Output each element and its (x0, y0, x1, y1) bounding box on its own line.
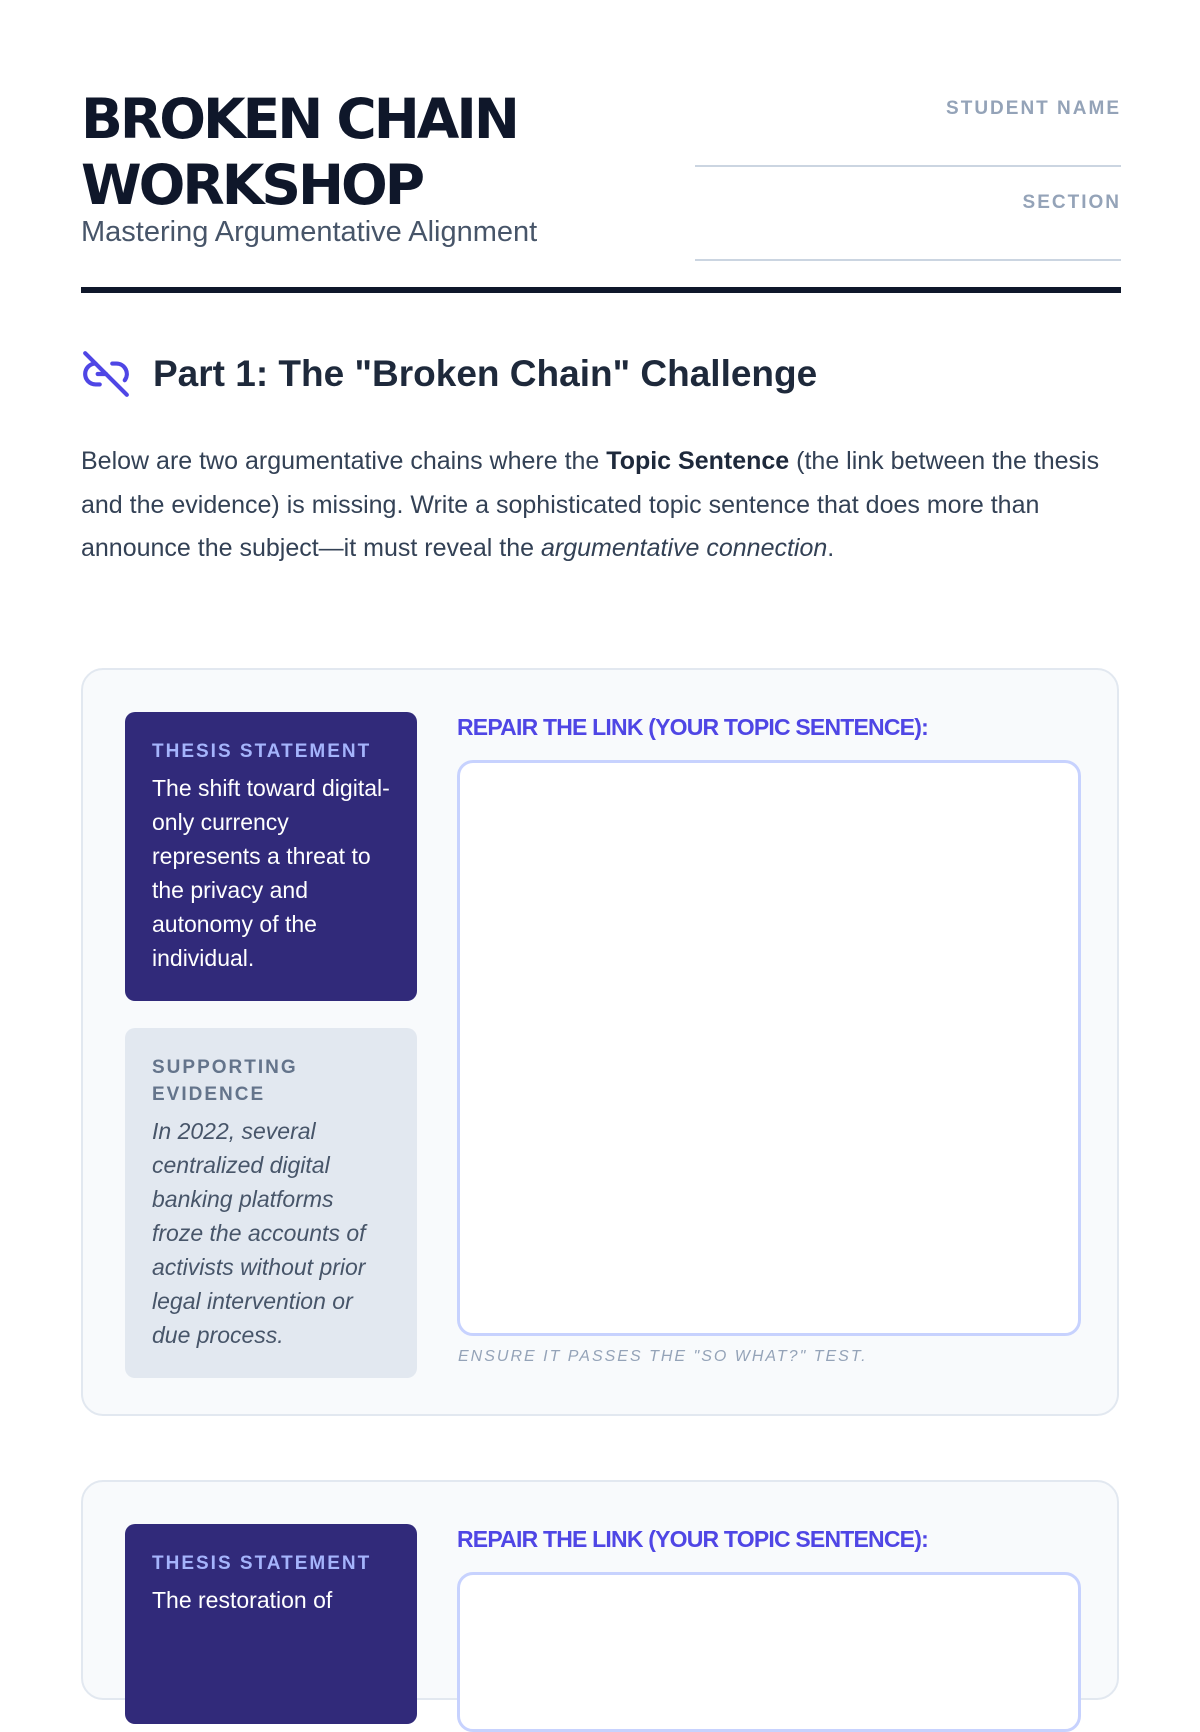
repair-link-label: REPAIR THE LINK (YOUR TOPIC SENTENCE): (457, 714, 928, 740)
thesis-text: The restoration of (152, 1587, 333, 1613)
student-name-field[interactable] (695, 80, 1121, 174)
topic-sentence-term: Topic Sentence (606, 447, 790, 475)
repair-link-label: REPAIR THE LINK (YOUR TOPIC SENTENCE): (457, 1526, 928, 1552)
student-name-line[interactable] (695, 165, 1121, 167)
thesis-label: THESIS STATEMENT (152, 741, 372, 762)
worksheet-header (81, 80, 1121, 292)
part-1-title: Part 1: The "Broken Chain" Challenge (153, 353, 818, 394)
thesis-label: THESIS STATEMENT (152, 1553, 372, 1574)
evidence-box (125, 1028, 417, 1378)
student-info-fields (695, 80, 1121, 268)
evidence-label: SUPPORTING EVIDENCE (152, 1057, 298, 1105)
thesis-box (125, 1524, 417, 1724)
section-label: SECTION (1022, 192, 1121, 213)
argumentative-connection-term: argumentative connection (541, 534, 828, 562)
evidence-text: In 2022, several centralized digital banking platforms froze the accounts of activists without prior legal intervention or due process. (152, 1118, 366, 1348)
broken-link-icon (81, 349, 131, 399)
document-subtitle: Mastering Argumentative Alignment (81, 216, 538, 248)
topic-sentence-input[interactable] (457, 760, 1081, 1336)
part-1-instructions: Below are two argumentative chains where the Topic Sentence (the link between the thesis and the evidence) is missing. Write a sophisticated topic sentence that does more than announce the subject—it must reveal the argumentative connection. (81, 447, 1100, 562)
section-line[interactable] (695, 259, 1121, 261)
thesis-text: The shift toward digital-only currency represents a threat to the privacy and autonomy of the individual. (152, 775, 390, 971)
student-name-label: STUDENT NAME (946, 98, 1121, 119)
part-1-heading (81, 346, 817, 402)
so-what-hint: ENSURE IT PASSES THE "SO WHAT?" TEST. (458, 1348, 868, 1365)
exercise-card-1 (81, 668, 1119, 1416)
section-field[interactable] (695, 174, 1121, 268)
thesis-box (125, 712, 417, 1001)
exercise-card-2 (81, 1480, 1119, 1700)
header-divider (81, 287, 1121, 293)
topic-sentence-input[interactable] (457, 1572, 1081, 1732)
document-title: BROKEN CHAIN WORKSHOP (81, 87, 517, 217)
